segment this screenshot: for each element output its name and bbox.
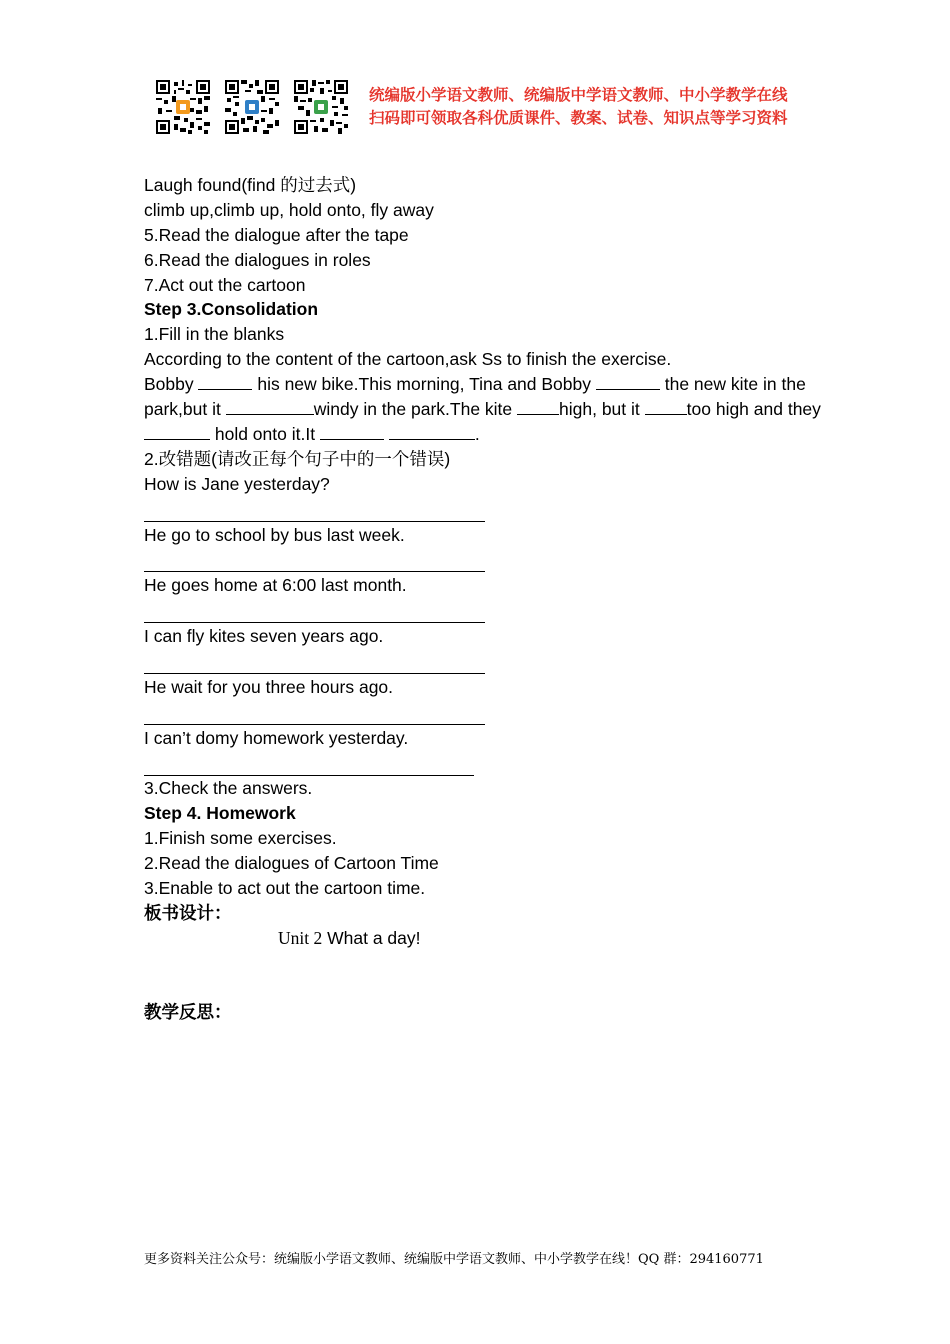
error-sentence-1: How is Jane yesterday?: [144, 473, 330, 494]
check-answers: 3.Check the answers.: [144, 778, 313, 799]
answer-blank: [198, 374, 252, 390]
answer-line: [144, 649, 485, 674]
vocab-line: Laugh found(find 的过去式): [144, 175, 357, 195]
answer-line: [144, 547, 485, 572]
answer-blank: [144, 424, 210, 440]
spacer: [144, 951, 824, 976]
board-unit-title: [144, 926, 824, 951]
blank-text-2: his new bike.This morning, Tina and Bobby: [252, 374, 596, 395]
fill-blanks-instruction: According to the content of the cartoon,ask Ss to finish the exercise.: [144, 349, 672, 370]
homework-3: 3.Enable to act out the cartoon time.: [144, 877, 426, 898]
step-5: 5.Read the dialogue after the tape: [144, 224, 409, 245]
phrase-line: climb up,climb up, hold onto, fly away: [144, 199, 434, 220]
qr-code-orange: [156, 80, 210, 134]
answer-blank: [226, 399, 314, 415]
blank-text-9: .: [474, 423, 480, 444]
step-6: 6.Read the dialogues in roles: [144, 249, 371, 270]
blank-text-7: hold onto it.It: [210, 423, 320, 444]
fill-blanks-title: 1.Fill in the blanks: [144, 324, 285, 345]
answer-line: [144, 598, 485, 623]
fill-blanks-paragraph: [144, 372, 824, 447]
qr-code-blue: [225, 80, 279, 134]
answer-line: [144, 497, 485, 522]
unit-name: What a day!: [322, 927, 421, 948]
promo-line-2: 扫码即可领取各科优质课件、教案、试卷、知识点等学习资料: [369, 109, 788, 127]
blank-text-6: too high and they: [686, 399, 821, 420]
error-sentence-3: He goes home at 6:00 last month.: [144, 575, 407, 596]
error-correction-title: 2.改错题(请改正每个句子中的一个错误): [144, 448, 451, 469]
step-7: 7.Act out the cartoon: [144, 274, 306, 295]
answer-blank: [389, 424, 475, 440]
section-title-consolidation: Step 3.Consolidation: [144, 299, 319, 320]
reflection-label: 教学反思：: [144, 1002, 232, 1023]
section-title-homework: Step 4. Homework: [144, 803, 296, 824]
error-sentence-2: He go to school by bus last week.: [144, 524, 405, 545]
qr-code-green: [294, 80, 348, 134]
blank-text-5: high, but it: [559, 399, 645, 420]
homework-2: 2.Read the dialogues of Cartoon Time: [144, 853, 439, 874]
error-sentence-5: He wait for you three hours ago.: [144, 676, 394, 697]
answer-line: [144, 700, 485, 725]
promo-line-1: 统编版小学语文教师、统编版中学语文教师、中小学教学在线: [369, 86, 788, 104]
lesson-content: [144, 173, 824, 1025]
error-sentence-6: I can’t domy homework yesterday.: [144, 727, 409, 748]
answer-blank: [596, 374, 660, 390]
board-design-label: 板书设计：: [144, 902, 232, 923]
homework-1: 1.Finish some exercises.: [144, 828, 337, 849]
unit-number: Unit 2: [278, 927, 323, 948]
error-sentence-4: I can fly kites seven years ago.: [144, 626, 384, 647]
blank-text-4: windy in the park.The kite: [313, 399, 518, 420]
promo-header: [156, 80, 796, 136]
blank-text-1: Bobby: [144, 374, 199, 395]
page-footer: 更多资料关注公众号：统编版小学语文教师、统编版中学语文教师、中小学教学在线！QQ 群：294160771: [144, 1252, 764, 1267]
answer-blank: [645, 399, 687, 415]
answer-blank: [320, 424, 384, 440]
blank-text-3: the new kite in the park,but it: [144, 374, 806, 420]
spacer: [144, 976, 824, 1001]
answer-blank: [517, 399, 559, 415]
answer-line: [144, 751, 474, 776]
promo-text: [369, 84, 788, 130]
